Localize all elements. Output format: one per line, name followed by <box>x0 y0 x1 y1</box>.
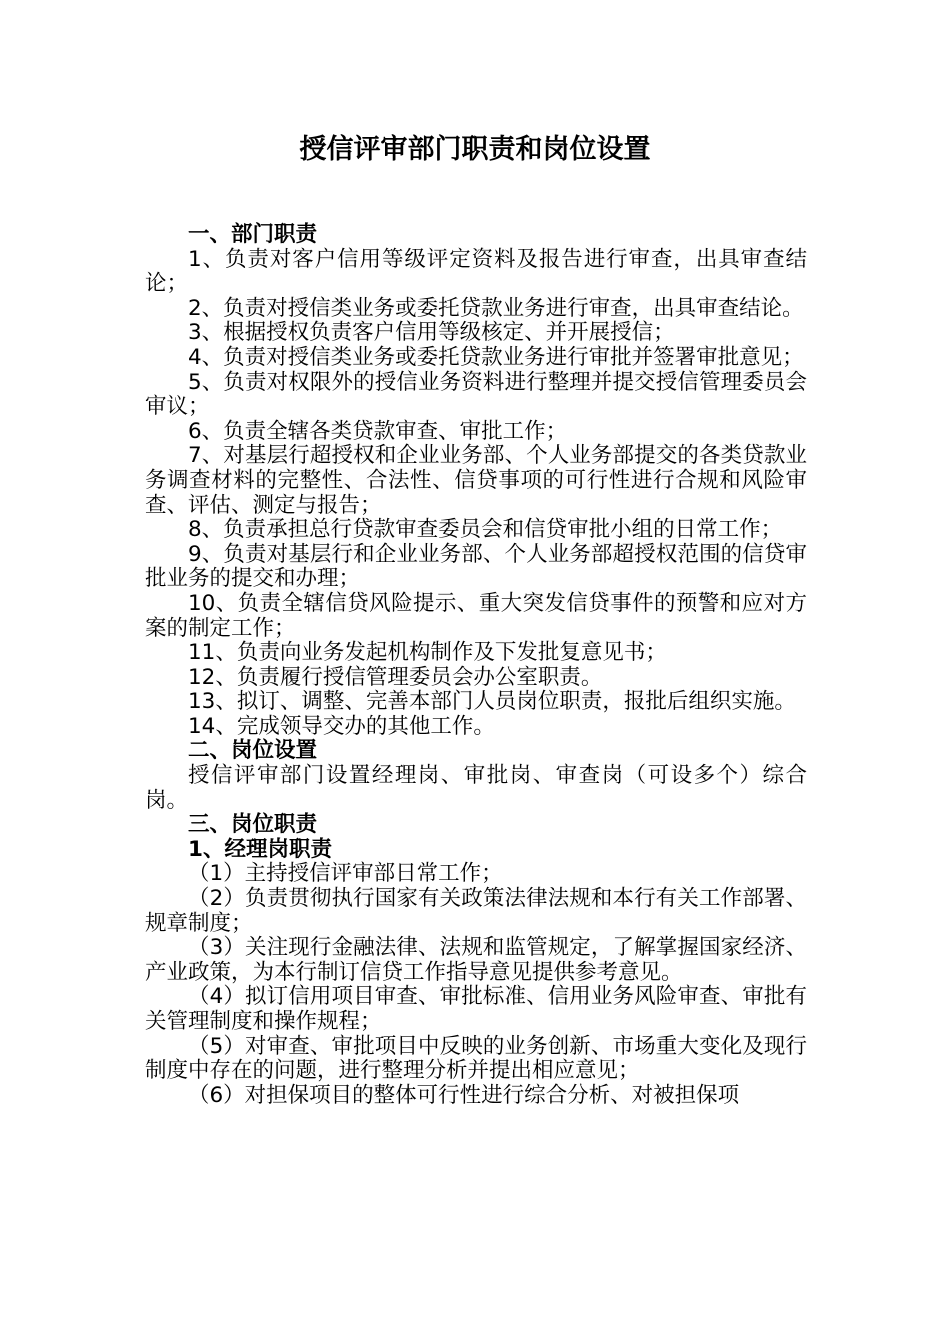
section-heading: 二、岗位设置 <box>188 738 318 764</box>
paragraph: 9、负责对基层行和企业业务部、个人业务部超授权范围的信贷审批业务的提交和办理； <box>145 541 807 592</box>
paragraph: 6、负责全辖各类贷款审查、审批工作； <box>188 418 568 444</box>
paragraph: 2、负责对授信类业务或委托贷款业务进行审查，出具审查结论。 <box>188 295 804 321</box>
subsection-heading: 1、经理岗职责 <box>188 836 332 862</box>
paragraph: 13、拟订、调整、完善本部门人员岗位职责，报批后组织实施。 <box>188 689 796 715</box>
paragraph: 8、负责承担总行贷款审查委员会和信贷审批小组的日常工作； <box>188 517 783 543</box>
paragraph: （3）关注现行金融法律、法规和监管规定，了解掌握国家经济、产业政策，为本行制订信贷工作指导意见提供参考意见。 <box>145 935 807 985</box>
paragraph: 12、负责履行授信管理委员会办公室职责。 <box>188 664 603 690</box>
paragraph: 14、完成领导交办的其他工作。 <box>188 713 495 739</box>
paragraph: 5、负责对权限外的授信业务资料进行整理并提交授信管理委员会审议； <box>145 369 807 420</box>
paragraph: （5）对审查、审批项目中反映的业务创新、市场重大变化及现行制度中存在的问题，进行整理分析并提出相应意见； <box>145 1033 807 1084</box>
paragraph: 4、负责对授信类业务或委托贷款业务进行审批并签署审批意见； <box>188 344 804 370</box>
paragraph: 1、负责对客户信用等级评定资料及报告进行审查，出具审查结论； <box>145 246 807 297</box>
section-heading: 三、岗位职责 <box>188 812 318 838</box>
paragraph: （6）对担保项目的整体可行性进行综合分析、对被担保项 <box>188 1082 740 1108</box>
paragraph: 10、负责全辖信贷风险提示、重大突发信贷事件的预警和应对方案的制定工作； <box>145 590 807 641</box>
paragraph: （4）拟订信用项目审查、审批标准、信用业务风险审查、审批有关管理制度和操作规程； <box>145 984 807 1034</box>
document-body <box>145 223 807 1108</box>
paragraph: 11、负责向业务发起机构制作及下发批复意见书； <box>188 640 667 666</box>
paragraph: 3、根据授权负责客户信用等级核定、并开展授信； <box>188 320 675 346</box>
paragraph: （1）主持授信评审部日常工作； <box>188 861 503 887</box>
page-title: 授信评审部门职责和岗位设置 <box>299 134 651 165</box>
paragraph: 授信评审部门设置经理岗、审批岗、审查岗（可设多个）综合岗。 <box>145 763 807 813</box>
section-heading: 一、部门职责 <box>188 222 318 247</box>
paragraph: （2）负责贯彻执行国家有关政策法律法规和本行有关工作部署、规章制度； <box>145 886 807 936</box>
paragraph: 7、对基层行超授权和企业业务部、个人业务部提交的各类贷款业务调查材料的完整性、合法性、信贷事项的可行性进行合规和风险审查、评估、测定与报告； <box>145 443 807 518</box>
